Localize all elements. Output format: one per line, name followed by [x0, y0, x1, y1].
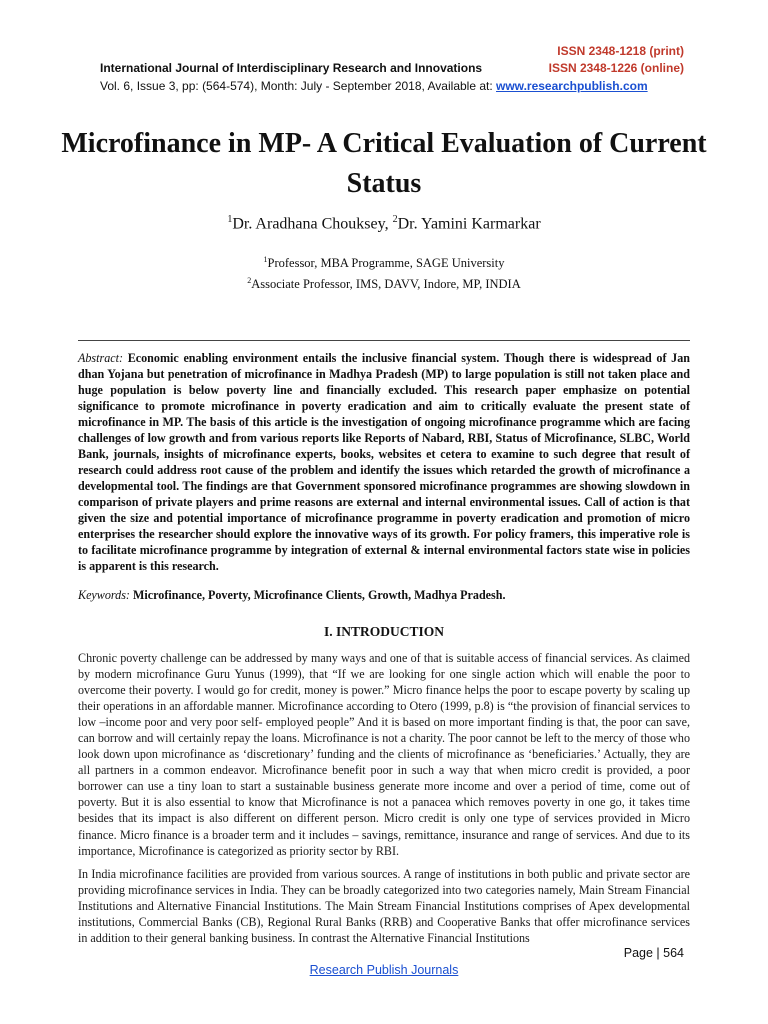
volume-info-line — [100, 79, 684, 93]
abstract-label: Abstract: — [78, 351, 124, 365]
intro-paragraph-1: Chronic poverty challenge can be addressed by many ways and one of that is suitable access of financial services. As claimed by modern microfinance Guru Yunus (1999), that “If we are looking for one single action which will enable the poor to overcome their poverty. I would go for credit, money is power.” Micro finance helps the poor to escape poverty by scaling up their operations in an affordable manner. Microfinance according to Otero (1999, p.8) is “the provision of financial services to low –income poor and very poor self- employed people” And it is based on more important finding is that, the poor can save, can borrow and will certainly repay the loans. Microfinance is not a charity. The poor cannot be left to the mercy of those who look down upon microfinance as ‘discretionary’ funding and the clients of microfinance as ‘beneficiaries.’ Actually, they are all partners in a common endeavor. Microfinance benefit poor in such a way that when micro credit is provided, a poor borrower can use a tiny loan to start a sustainable business generate more income and over a period of time, come out of poverty. But it is also essential to know that Microfinance is not a panacea which removes poverty in one go, it takes time besides that its impact is also different on different person. Micro credit is only one type of services provided in Micro finance. Micro finance is a broader term and it includes – savings, remittance, insurance and range of services. And due to its importance, Microfinance is categorized as priority sector by RBI. — [78, 651, 690, 858]
authors — [0, 214, 768, 233]
abstract-divider — [78, 340, 690, 341]
keywords — [78, 587, 690, 603]
affiliation-2 — [0, 272, 768, 293]
author-1-sup: 1 — [227, 214, 233, 225]
keywords-text: Microfinance, Poverty, Microfinance Clients, Growth, Madhya Pradesh. — [129, 588, 506, 602]
paper-title: Microfinance in MP- A Critical Evaluation of Current Status — [61, 128, 707, 199]
abstract-text: Economic enabling environment entails the inclusive financial system. Though there is widespread of Jan dhan Yojana but penetration of microfinance in Madhya Pradesh (MP) to large population is still not taken place and huge population is below poverty line and financially excluded. This research paper emphasize on potential significance to promote microfinance in poverty eradication and aim to critically evaluate the present state of microfinance in MP. The basis of this article is the investigation of ongoing microfinance programme which are facing challenges of low growth and from various reports like Reports of Nabard, RBI, Status of Microfinance, SLBC, World Bank, journals, insights of microfinance experts, books, websites et cetera to examine to such degree that result of research could address root cause of the problem and identify the issues which retarded the growth of microfinance a developmental tool. The findings are that Government sponsored microfinance programmes are showing slowdown in comparison of private players and prime reasons are external and internal environmental issues. Call of action is that given the size and potential importance of microfinance programme in poverty eradication and promotion of micro enterprises the researcher should explore the innovative ways of its growth. For policy framers, this imperative role is to facilitate microfinance programme by integration of external & internal environmental factors state wise in policies is apparent is this research. — [78, 351, 690, 573]
page-number: Page | 564 — [623, 946, 684, 960]
author-2-name: Dr. Yamini Karmarkar — [397, 215, 541, 233]
affiliation-2-text: Associate Professor, IMS, DAVV, Indore, MP, INDIA — [251, 277, 521, 292]
volume-info: Vol. 6, Issue 3, pp: (564-574), Month: July - September 2018, Available at: — [100, 79, 497, 93]
journal-name: International Journal of Interdisciplinary Research and Innovations — [100, 61, 483, 75]
author-1-name: Dr. Aradhana Chouksey, — [232, 215, 393, 233]
affiliation-1 — [0, 251, 768, 272]
abstract — [78, 350, 690, 574]
author-2-sup: 2 — [392, 214, 398, 225]
issn-print: ISSN 2348-1218 (print) — [557, 44, 684, 58]
affiliation-1-text: Professor, MBA Programme, SAGE University — [267, 256, 505, 271]
intro-paragraph-2: In India microfinance facilities are provided from various sources. A range of institutions in both public and private sector are providing microfinance services in India. They can be broadly categorized into two categories namely, Main Stream Financial Institutions and Alternative Financial Institutions. The Main Stream Financial Institutions comprises of Apex developmental institutions, Commercial Banks (CB), Regional Rural Banks (RRB) and Cooperative Banks that offer microfinance services in addition to their general banking business. In contrast the Alternative Financial Institutions — [78, 867, 690, 946]
website-link[interactable]: www.researchpublish.com — [496, 79, 648, 93]
affiliations — [0, 251, 768, 293]
keywords-label: Keywords: — [78, 588, 130, 602]
publisher-footer-link[interactable]: Research Publish Journals — [309, 963, 459, 977]
affiliation-2-sup: 2 — [247, 276, 252, 286]
issn-online: ISSN 2348-1226 (online) — [548, 61, 684, 75]
affiliation-1-sup: 1 — [263, 255, 268, 264]
section-heading-introduction: I. INTRODUCTION — [323, 624, 445, 639]
